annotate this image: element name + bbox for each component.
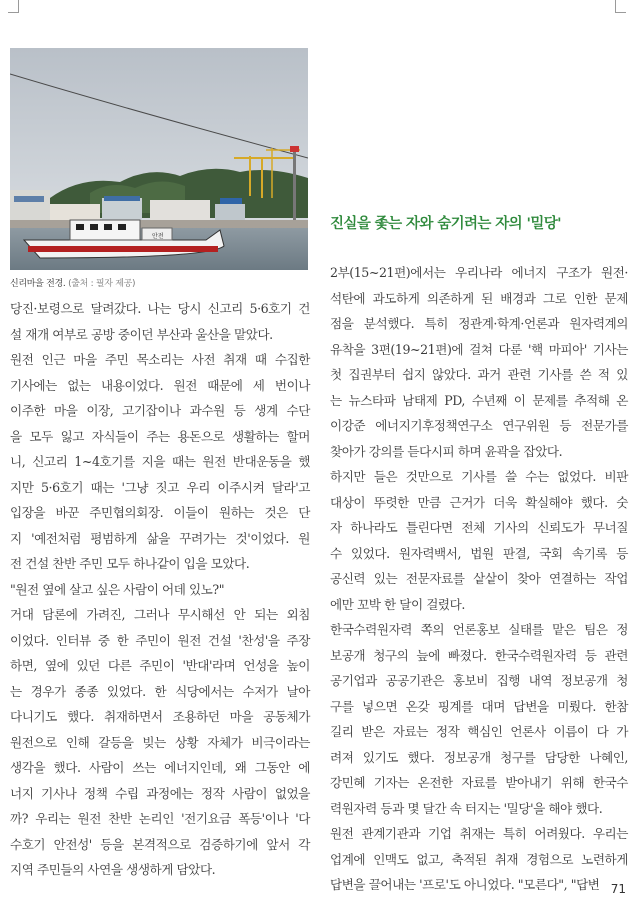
text-line: 한국수력원자력 쪽의 언론홍보 실태를 맡은 팀은 정: [330, 622, 628, 637]
text-line: 에만 꼬박 한 달이 걸렸다.: [330, 596, 465, 612]
photo-caption: [10, 276, 310, 289]
text-line: 너지 기사나 정책 수립 과정에는 정작 사람이 없었을: [10, 785, 310, 801]
text-line: 원전 인근 마을 주민 목소리는 사전 취재 때 수집한: [10, 352, 310, 367]
text-line: 원전 관계기관과 기업 취재는 특히 어려웠다. 우리는: [330, 826, 628, 841]
text-line: 전 건설 찬반 주민 모두 하나같이 입을 모았다.: [10, 556, 250, 571]
text-line: 려져 있기도 했다. 정보공개 청구를 담당한 나혜인,: [330, 749, 628, 765]
text-line: 공신력 있는 전문자료를 샅샅이 찾아 연결하는 작업: [330, 571, 628, 586]
text-line: 설 재개 여부로 공방 중이던 부산과 울산을 맡았다.: [10, 326, 273, 342]
text-line: 지만 5·6호기 때는 '그냥 짓고 우리 이주시켜 달라'고: [10, 479, 310, 495]
text-line: 을 모두 잃고 자식들이 주는 용돈으로 생활하는 할머: [10, 428, 310, 444]
text-line: 답변을 끌어내는 '프로'도 아니었다. "모른다", "답변: [330, 877, 600, 892]
text-line: 수 있었다. 원자력백서, 법원 판결, 국회 속기록 등: [330, 545, 628, 561]
text-line: 수호기 안전성' 등을 본격적으로 검증하기에 앞서 각: [10, 836, 310, 852]
text-line: 니, 신고리 1~4호기를 지을 때는 원전 반대운동을 했: [10, 454, 310, 469]
left-text-column: [10, 296, 310, 883]
text-line: 길리 받은 자료는 정작 핵심인 언론사 이름이 다 가: [330, 724, 628, 739]
text-line: "원전 옆에 살고 싶은 사람이 어데 있노?": [10, 581, 225, 597]
text-line: 다니기도 했다. 취재하면서 조용하던 마을 공동체가: [10, 709, 310, 724]
text-line: 입장을 바꾼 주민협의회장. 이들이 원하는 것은 단: [10, 505, 310, 520]
text-line: 당진·보령으로 달려갔다. 나는 당시 신고리 5·6호기 건: [10, 301, 310, 316]
text-line: 하면, 옆에 있던 다른 주민이 '반대'라며 언성을 높이: [10, 658, 310, 673]
right-text-column: [330, 260, 628, 898]
text-line: 생각을 했다. 사람이 쓰는 에너지인데, 왜 그동안 에: [10, 760, 310, 775]
text-line: 점을 분석했다. 특히 정관계·학계·언론과 원자력계의: [330, 316, 628, 331]
boat-sign-text: 안전: [152, 233, 164, 240]
text-line: 원전으로 인해 갈등을 빚는 상황 자체가 비극이라는: [10, 734, 310, 750]
section-heading: 진실을 좇는 자와 숨기려는 자의 '밀당': [330, 216, 562, 232]
page-number: 71: [610, 882, 626, 896]
crop-mark-top-right: [615, 0, 626, 13]
text-line: 지 '예전처럼 평범하게 삶을 꾸려가는 것'이었다. 원: [10, 530, 310, 546]
text-line: 첫 집권부터 쉽지 않았다. 과거 관련 기사를 쓴 적 있: [330, 367, 628, 382]
text-line: 유착을 3편(19~21편)에 걸쳐 다룬 '핵 마피아' 기사는: [330, 341, 628, 357]
text-line: 는 뉴스타파 남태제 PD, 수년째 이 문제를 추적해 온: [330, 392, 628, 408]
text-line: 이주한 마을 이장, 고기잡이나 과수원 등 생계 수단: [10, 403, 310, 418]
text-line: 구를 넣으면 온갖 핑계를 대며 답변을 미뤘다. 한참: [330, 698, 628, 714]
text-line: 하지만 들은 것만으로 기사를 쓸 수는 없었다. 비판: [330, 469, 628, 484]
text-line: 2부(15~21편)에서는 우리나라 에너지 구조가 원전·: [330, 265, 628, 280]
text-line: 력원자력 등과 몇 달간 속 터지는 '밀당'을 해야 했다.: [330, 800, 603, 816]
crop-mark-top-left: [8, 0, 19, 13]
text-line: 대상이 뚜렷한 만큼 근거가 더욱 확실해야 했다. 숫: [330, 494, 628, 510]
text-line: 는 경우가 종종 있었다. 한 식당에서는 수저가 날아: [10, 683, 310, 699]
text-line: 공기업과 공공기관은 홍보비 집행 내역 정보공개 청: [330, 673, 628, 688]
caption-source: (출처 : 필자 제공): [68, 279, 136, 289]
text-line: 보공개 청구의 늪에 빠졌다. 한국수력원자력 등 관련: [330, 647, 628, 663]
text-line: 이강준 에너지기후정책연구소 연구위원 등 전문가를: [330, 418, 628, 433]
text-line: 거대 담론에 가려진, 그러나 무시해선 안 되는 외침: [10, 607, 310, 622]
village-photo: [10, 48, 308, 270]
text-line: 석탄에 과도하게 의존하게 된 배경과 그로 인한 문제: [330, 290, 628, 306]
text-line: 까? 우리는 원전 찬반 논리인 '전기요금 폭등'이나 '다: [10, 811, 310, 826]
text-line: 지역 주민들의 사연을 생생하게 담았다.: [10, 862, 216, 877]
text-line: 기사에는 없는 내용이었다. 원전 때문에 세 번이나: [10, 377, 310, 393]
text-line: 찾아가 강의를 듣다시피 하며 윤곽을 잡았다.: [330, 443, 563, 459]
caption-main: 신리마을 전경.: [10, 279, 66, 289]
text-line: 업계에 인맥도 없고, 축적된 취재 경험으로 노련하게: [330, 851, 628, 867]
text-line: 강민혜 기자는 온전한 자료를 받아내기 위해 한국수: [330, 775, 628, 790]
text-line: 자 하나라도 틀린다면 전체 기사의 신뢰도가 무너질: [330, 520, 628, 535]
text-line: 이었다. 인터뷰 중 한 주민이 원전 건설 '찬성'을 주장: [10, 632, 310, 648]
